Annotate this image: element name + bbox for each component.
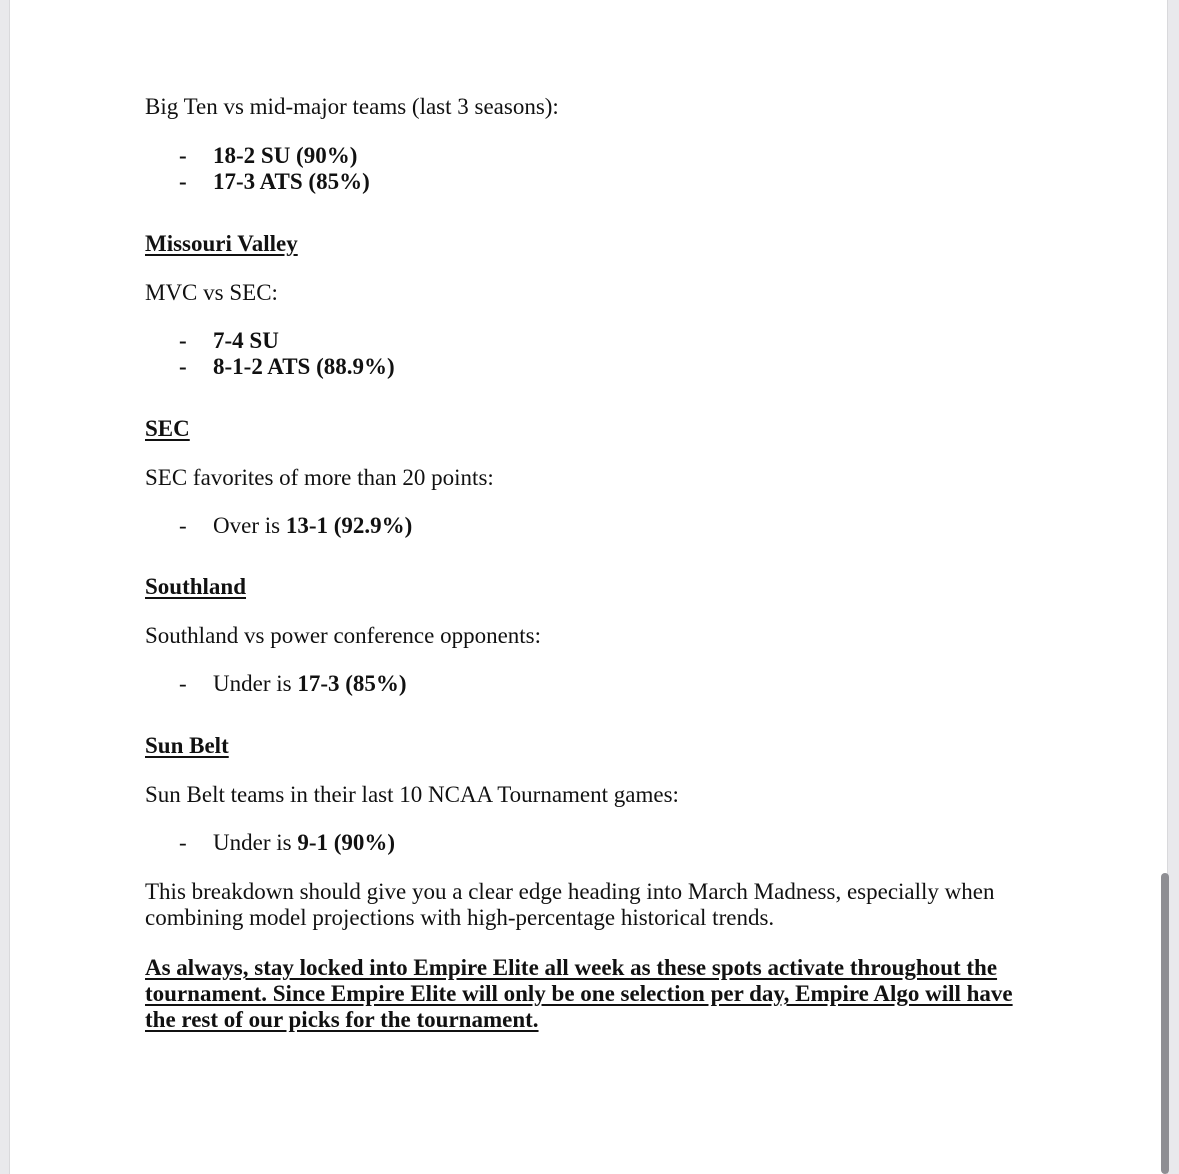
- list-dash: -: [179, 830, 187, 855]
- big-ten-intro: Big Ten vs mid-major teams (last 3 seasons):: [145, 94, 559, 119]
- sec-heading: SEC: [145, 416, 190, 441]
- list-item: [145, 143, 370, 169]
- sun-belt-list: [145, 830, 395, 856]
- sec-list: [145, 513, 412, 539]
- sec-over-record: 13-1 (92.9%): [285, 513, 413, 538]
- scrollbar-thumb[interactable]: [1161, 873, 1169, 1174]
- missouri-valley-list: [145, 328, 395, 380]
- sec-intro: SEC favorites of more than 20 points:: [145, 465, 494, 490]
- closing-paragraph: This breakdown should give you a clear edge heading into March Madness, especially when combining model projections with high-percentage historical trends.: [145, 879, 995, 930]
- sun-belt-under-record: 9-1 (90%): [297, 830, 396, 855]
- list-item: [145, 513, 412, 539]
- southland-item-prefix: Under is: [213, 671, 298, 696]
- list-dash: -: [179, 513, 187, 538]
- page-left-edge: [0, 0, 10, 1174]
- list-dash: -: [179, 354, 187, 379]
- southland-under-record: 17-3 (85%): [297, 671, 407, 696]
- list-item: [145, 354, 395, 380]
- sun-belt-heading: Sun Belt: [145, 733, 229, 758]
- sun-belt-item-prefix: Under is: [213, 830, 298, 855]
- list-dash: -: [179, 328, 187, 353]
- list-dash: -: [179, 671, 187, 696]
- closing-callout: As always, stay locked into Empire Elite all week as these spots activate throughout the tournament. Since Empire Elite will only be one selection per day, Empire Algo will have the rest of our picks for the tournament.: [145, 955, 1013, 1032]
- list-dash: -: [179, 169, 187, 194]
- mvc-su-record: 7-4 SU: [213, 328, 279, 353]
- mvc-ats-record: 8-1-2 ATS (88.9%): [213, 354, 395, 379]
- list-item: [145, 830, 395, 856]
- southland-heading: Southland: [145, 574, 247, 599]
- list-item: [145, 169, 370, 195]
- list-item: [145, 328, 395, 354]
- list-dash: -: [179, 143, 187, 168]
- missouri-valley-intro: MVC vs SEC:: [145, 280, 278, 305]
- missouri-valley-heading: Missouri Valley: [145, 231, 298, 256]
- sun-belt-intro: Sun Belt teams in their last 10 NCAA Tournament games:: [145, 782, 679, 807]
- big-ten-ats-record: 17-3 ATS (85%): [213, 169, 370, 194]
- big-ten-su-record: 18-2 SU (90%): [213, 143, 358, 168]
- list-item: [145, 671, 407, 697]
- sec-item-prefix: Over is: [213, 513, 286, 538]
- southland-list: [145, 671, 407, 697]
- southland-intro: Southland vs power conference opponents:: [145, 623, 542, 648]
- big-ten-list: [145, 143, 370, 195]
